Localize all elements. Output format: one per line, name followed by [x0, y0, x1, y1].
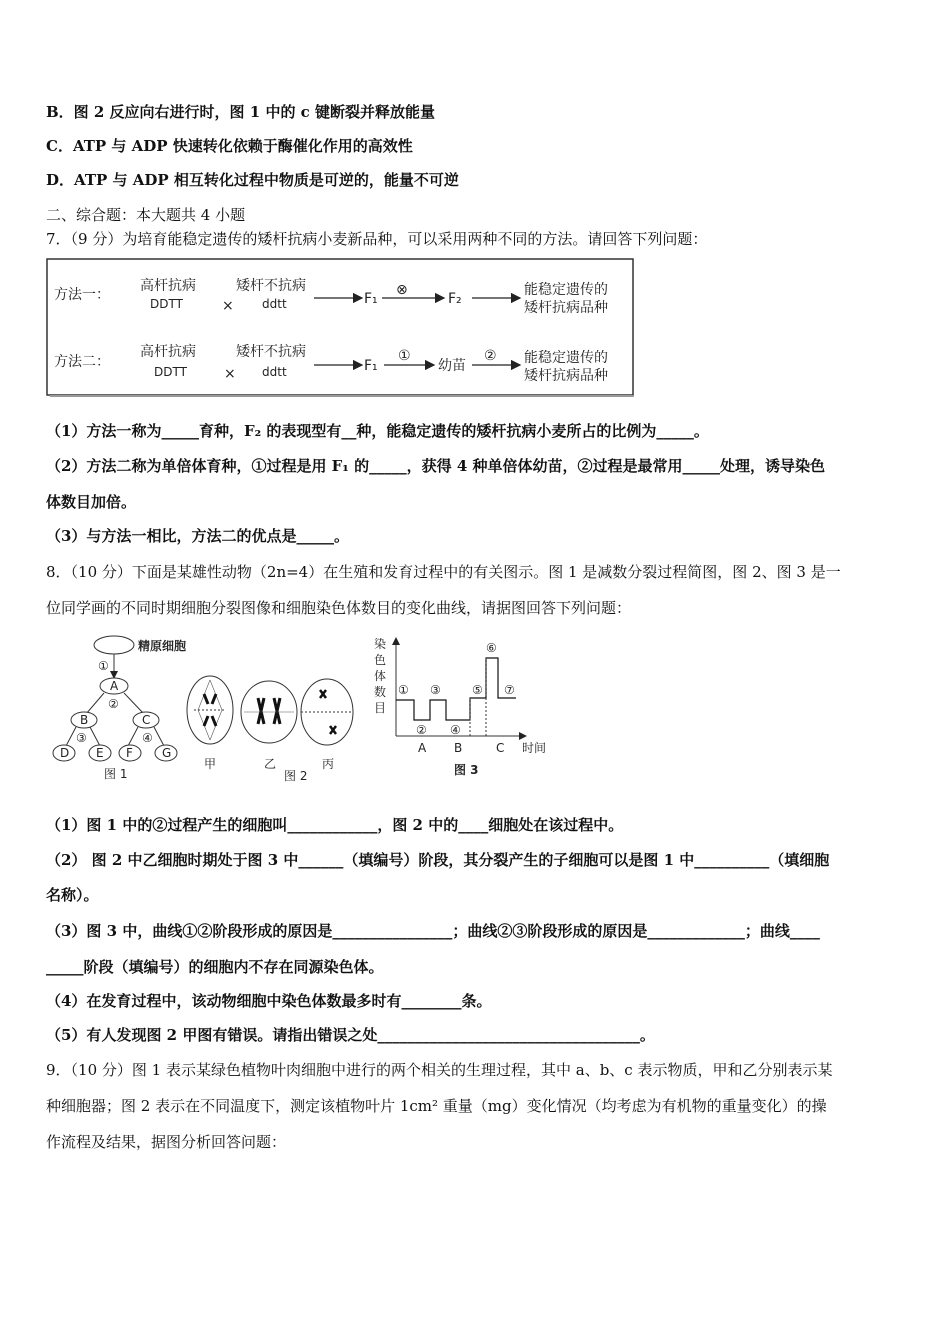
option-c: C．ATP 与 ADP 快速转化依赖于酶催化作用的高效性 [46, 137, 413, 155]
m1-result-line1: 能稳定遗传的 [524, 282, 608, 298]
m2-ddtt-dominant: DDTT [154, 365, 187, 379]
fig3-ylabel-char1: 染 [374, 637, 387, 651]
fig1-cell-e: E [96, 746, 104, 760]
q8-stem-line1: 8．（10 分）下面是某雄性动物（2n=4）在生殖和发育过程中的有关图示。图 1 是减数分裂过程简图，图 2、图 3 是一 [46, 563, 841, 581]
q8-figure1-tree [46, 630, 196, 780]
m1-cross-symbol: × [222, 298, 234, 314]
fig1-step4: ④ [142, 731, 153, 745]
method1-label: 方法一： [54, 287, 110, 303]
fig3-xlabel: 时间 [522, 741, 547, 755]
fig1-step3: ③ [76, 731, 87, 745]
m2-result-line1: 能稳定遗传的 [524, 350, 608, 366]
fig1-spermatogonium: 精原细胞 [138, 639, 187, 653]
option-b: B．图 2 反应向右进行时，图 1 中的 c 键断裂并释放能量 [46, 103, 436, 121]
m2-result-line2: 矮杆抗病品种 [524, 368, 608, 384]
fig3-tick-a: A [418, 741, 427, 755]
m1-ddtt-dominant: DDTT [150, 297, 183, 311]
q7-sub2-line2: 体数目加倍。 [46, 493, 137, 511]
q8-sub3-line1: （3）图 3 中，曲线①②阶段形成的原因是________________；曲线②③阶段形成的原因是_____________；曲线____ [46, 922, 820, 940]
fig1-cell-c: C [142, 713, 151, 727]
fig2-caption: 图 2 [284, 769, 308, 783]
m2-step1: ① [398, 348, 411, 364]
fig3-ylabel-char3: 体 [374, 669, 387, 683]
fig3-caption: 图 3 [454, 763, 479, 777]
m2-cross-symbol: × [224, 366, 236, 382]
fig3-segment2: ② [416, 723, 427, 737]
method2-label: 方法二： [54, 354, 110, 370]
fig3-segment1: ① [398, 683, 409, 697]
option-d: D．ATP 与 ADP 相互转化过程中物质是可逆的，能量不可逆 [46, 171, 459, 189]
q7-sub2-line1: （2）方法二称为单倍体育种，①过程是用 F₁ 的_____，获得 4 种单倍体幼苗，②过程是最常用_____处理，诱导染色 [46, 457, 825, 475]
q9-stem-line2: 种细胞器；图 2 表示在不同温度下，测定该植物叶片 1cm² 重量（mg）变化情况（均考虑为有机物的重量变化）的操 [46, 1097, 827, 1115]
fig1-caption: 图 1 [104, 767, 128, 780]
q8-sub4: （4）在发育过程中，该动物细胞中染色体数最多时有________条。 [46, 992, 492, 1010]
fig3-tick-b: B [454, 741, 463, 755]
fig2-cell-yi: 乙 [264, 757, 277, 771]
fig2-cell-jia: 甲 [204, 757, 217, 771]
section-heading: 二、综合题：本大题共 4 小题 [46, 206, 246, 224]
q9-stem-line1: 9．（10 分）图 1 表示某绿色植物叶肉细胞中进行的两个相关的生理过程，其中 a、b、c 表示物质，甲和乙分别表示某 [46, 1061, 833, 1079]
fig3-segment7: ⑦ [504, 683, 515, 697]
q9-stem-line3: 作流程及结果，据图分析回答问题： [46, 1133, 287, 1151]
fig1-step2: ② [108, 697, 119, 711]
q8-sub2-line1: （2） 图 2 中乙细胞时期处于图 3 中______（填编号）阶段，其分裂产生的子细胞可以是图 1 中__________（填细胞 [46, 851, 830, 869]
fig2-cell-bing: 丙 [322, 757, 335, 771]
m1-ddtt-recessive: ddtt [262, 297, 287, 311]
fig3-tick-c: C [496, 741, 505, 755]
m2-ddtt-recessive: ddtt [262, 365, 287, 379]
q8-figure3-chart [370, 632, 560, 782]
m2-tall-resistant: 高杆抗病 [140, 344, 196, 360]
fig1-cell-a: A [110, 679, 119, 693]
m2-step2: ② [484, 348, 497, 364]
fig1-cell-d: D [60, 746, 70, 760]
q7-sub1: （1）方法一称为_____育种，F₂ 的表现型有__种，能稳定遗传的矮杆抗病小麦所占的比例为_____。 [46, 422, 709, 440]
q8-sub5: （5）有人发现图 2 甲图有错误。请指出错误之处___________________________________。 [46, 1026, 655, 1044]
m1-result-line2: 矮杆抗病品种 [524, 300, 608, 316]
fig3-segment3: ③ [430, 683, 441, 697]
q8-sub2-line2: 名称）。 [46, 886, 99, 904]
m1-f1: F₁ [364, 291, 378, 307]
q8-sub3-line2: _____阶段（填编号）的细胞内不存在同源染色体。 [46, 958, 384, 976]
fig1-step1: ① [98, 659, 109, 673]
q7-breeding-diagram [46, 258, 636, 398]
fig1-cell-g: G [162, 746, 172, 760]
fig3-ylabel-char2: 色 [374, 653, 387, 667]
m1-tall-resistant: 高杆抗病 [140, 278, 196, 294]
self-cross-symbol: ⊗ [396, 282, 408, 298]
fig3-ylabel-char4: 数 [374, 685, 387, 699]
m2-seedling: 幼苗 [438, 358, 466, 374]
m1-f2: F₂ [448, 291, 462, 307]
q7-stem: 7．（9 分）为培育能稳定遗传的矮杆抗病小麦新品种，可以采用两种不同的方法。请回答下列问题： [46, 230, 708, 248]
fig3-segment5: ⑤ [472, 683, 483, 697]
m1-short-susceptible: 矮杆不抗病 [236, 278, 306, 294]
fig1-cell-b: B [80, 713, 89, 727]
m2-f1: F₁ [364, 358, 378, 374]
fig1-cell-f: F [126, 746, 133, 760]
m2-short-susceptible: 矮杆不抗病 [236, 344, 306, 360]
q8-stem-line2: 位同学画的不同时期细胞分裂图像和细胞染色体数目的变化曲线，请据图回答下列问题： [46, 599, 632, 617]
q8-figure2-cells [184, 668, 364, 784]
fig3-segment4: ④ [450, 723, 461, 737]
fig3-ylabel-char5: 目 [374, 701, 387, 715]
fig3-segment6: ⑥ [486, 641, 497, 655]
q8-sub1: （1）图 1 中的②过程产生的细胞叫____________，图 2 中的____细胞处在该过程中。 [46, 816, 624, 834]
q7-sub3: （3）与方法一相比，方法二的优点是_____。 [46, 527, 349, 545]
